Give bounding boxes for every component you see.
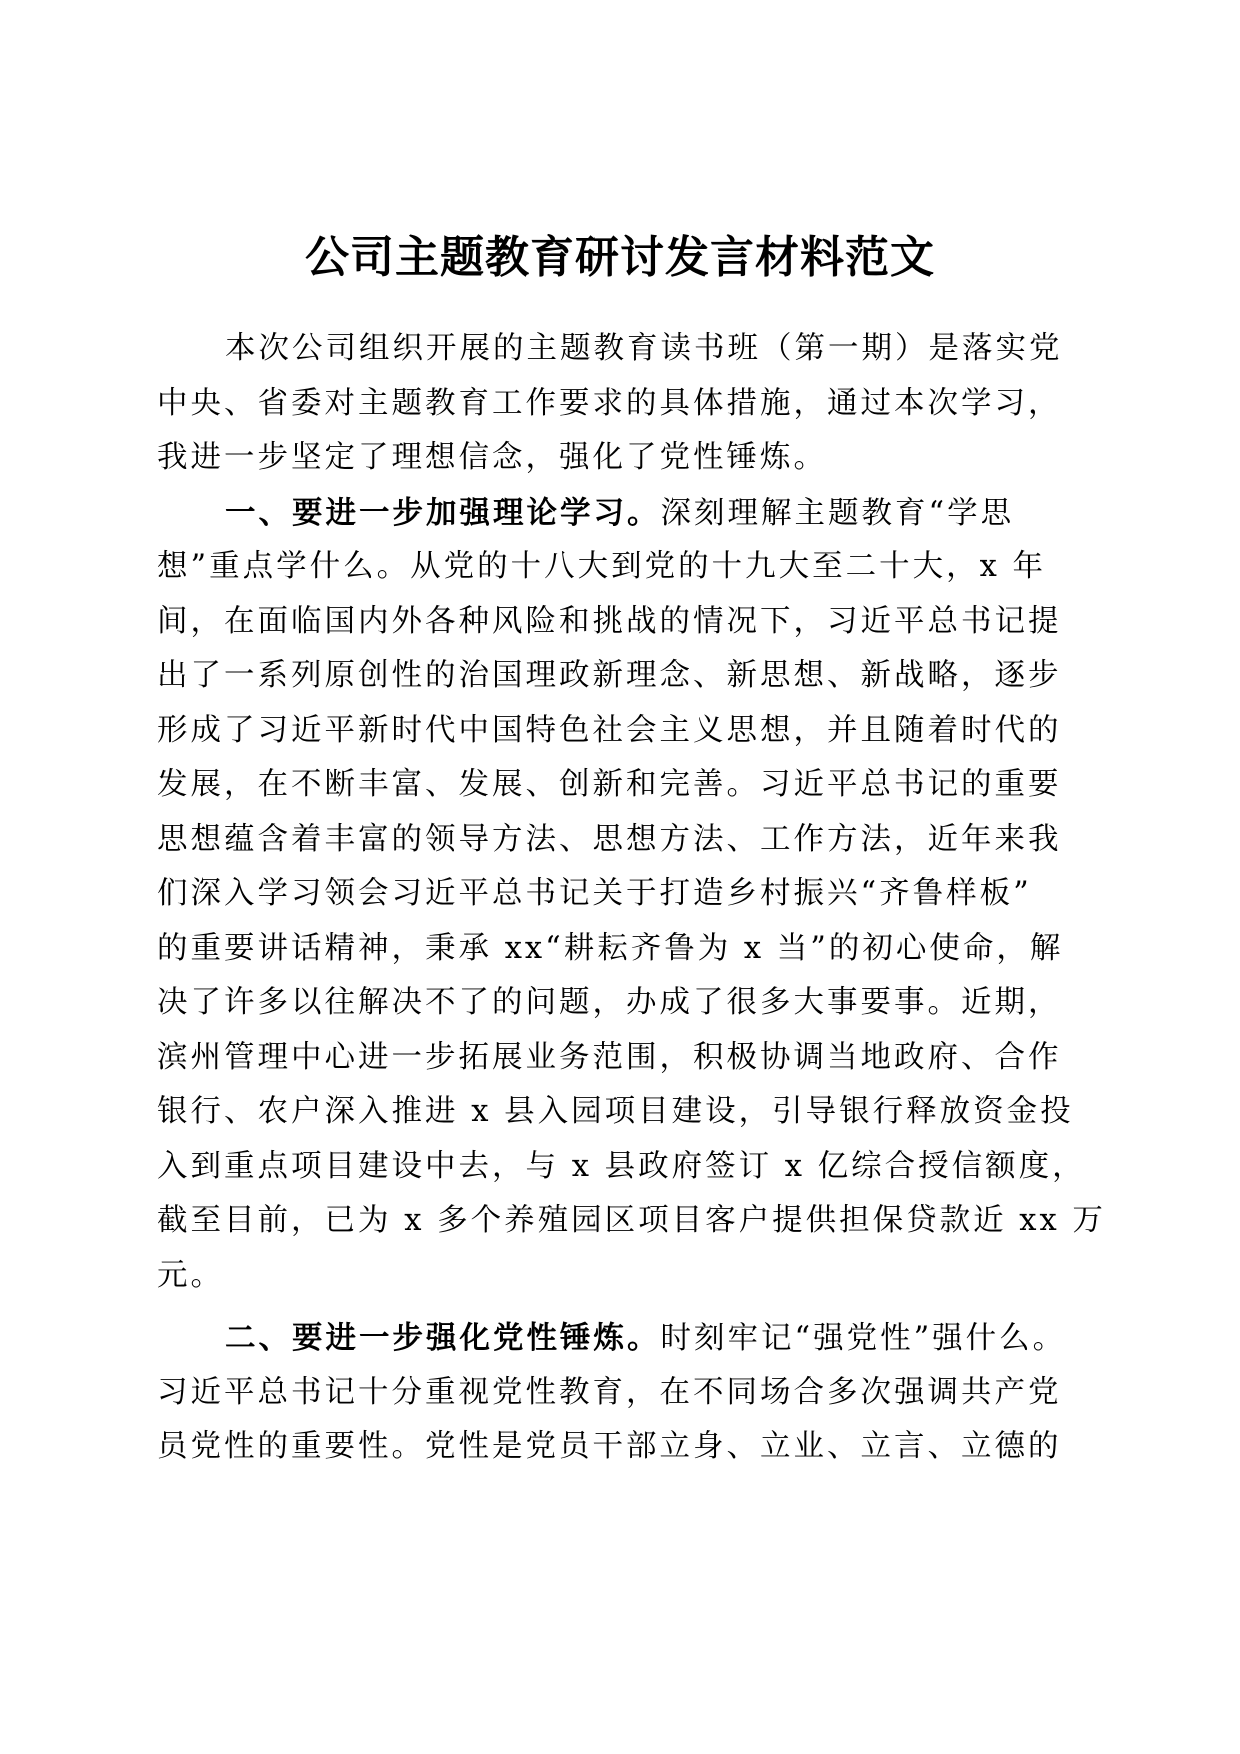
- section-2-paragraph: [157, 1311, 1067, 1475]
- section-1-line: 们深入学习领会习近平总书记关于打造乡村振兴“齐鲁样板”: [157, 876, 1032, 911]
- section-1-line: 滨州管理中心进一步拓展业务范围，积极协调当地政府、合作: [157, 1039, 1062, 1075]
- section-1-line: 决了许多以往解决不了的问题，办成了很多大事要事。近期，: [157, 985, 1062, 1020]
- section-2-first-line: [157, 1311, 1067, 1366]
- section-1-line: 发展，在不断丰富、发展、创新和完善。习近平总书记的重要: [157, 767, 1062, 802]
- intro-line-2: 中央、省委对主题教育工作要求的具体措施，通过本次学习，: [157, 385, 1062, 421]
- section-1-heading: 一、要进一步加强理论学习。: [225, 494, 661, 531]
- section-2-line: 习近平总书记十分重视党性教育，在不同场合多次强调共产党: [157, 1374, 1062, 1410]
- section-1-first-line: [157, 486, 1057, 541]
- section-1-first-line-text: 深刻理解主题教育“学思: [660, 495, 1015, 531]
- section-1-line: 形成了习近平新时代中国特色社会主义思想，并且随着时代的: [157, 712, 1062, 748]
- section-2-first-line-text: 时刻牢记“强党性”强什么。: [660, 1321, 1067, 1356]
- section-1-line: 截至目前，已为 x 多个养殖园区项目客户提供担保贷款近 xx 万: [157, 1203, 1106, 1238]
- section-1-line: 间，在面临国内外各种风险和挑战的情况下，习近平总书记提: [157, 603, 1062, 639]
- section-1-line: 元。: [157, 1257, 224, 1293]
- intro-line-3: 我进一步坚定了理想信念，强化了党性锤炼。: [157, 440, 827, 475]
- section-1-line: 银行、农户深入推进 x 县入园项目建设，引导银行释放资金投: [157, 1094, 1074, 1129]
- document-title: 公司主题教育研讨发言材料范文: [305, 232, 935, 283]
- section-1-line: 的重要讲话精神，秉承 xx“耕耘齐鲁为 x 当”的初心使命，解: [157, 930, 1064, 966]
- section-1-line: 想”重点学什么。从党的十八大到党的十九大至二十大，x 年: [157, 549, 1046, 584]
- intro-paragraph: [157, 322, 1063, 486]
- section-2-line: 员党性的重要性。党性是党员干部立身、立业、立言、立德的: [157, 1429, 1062, 1464]
- section-1-line: 思想蕴含着丰富的领导方法、思想方法、工作方法，近年来我: [157, 821, 1062, 857]
- intro-line-1: 本次公司组织开展的主题教育读书班（第一期）是落实党: [225, 331, 1063, 366]
- section-1-line: 出了一系列原创性的治国理政新理念、新思想、新战略，逐步: [157, 658, 1062, 693]
- section-1-paragraph: [157, 486, 1106, 1304]
- section-2-heading: 二、要进一步强化党性锤炼。: [225, 1320, 661, 1356]
- document-body: [157, 322, 1106, 1475]
- section-1-line: 入到重点项目建设中去，与 x 县政府签订 x 亿综合授信额度，: [157, 1148, 1086, 1184]
